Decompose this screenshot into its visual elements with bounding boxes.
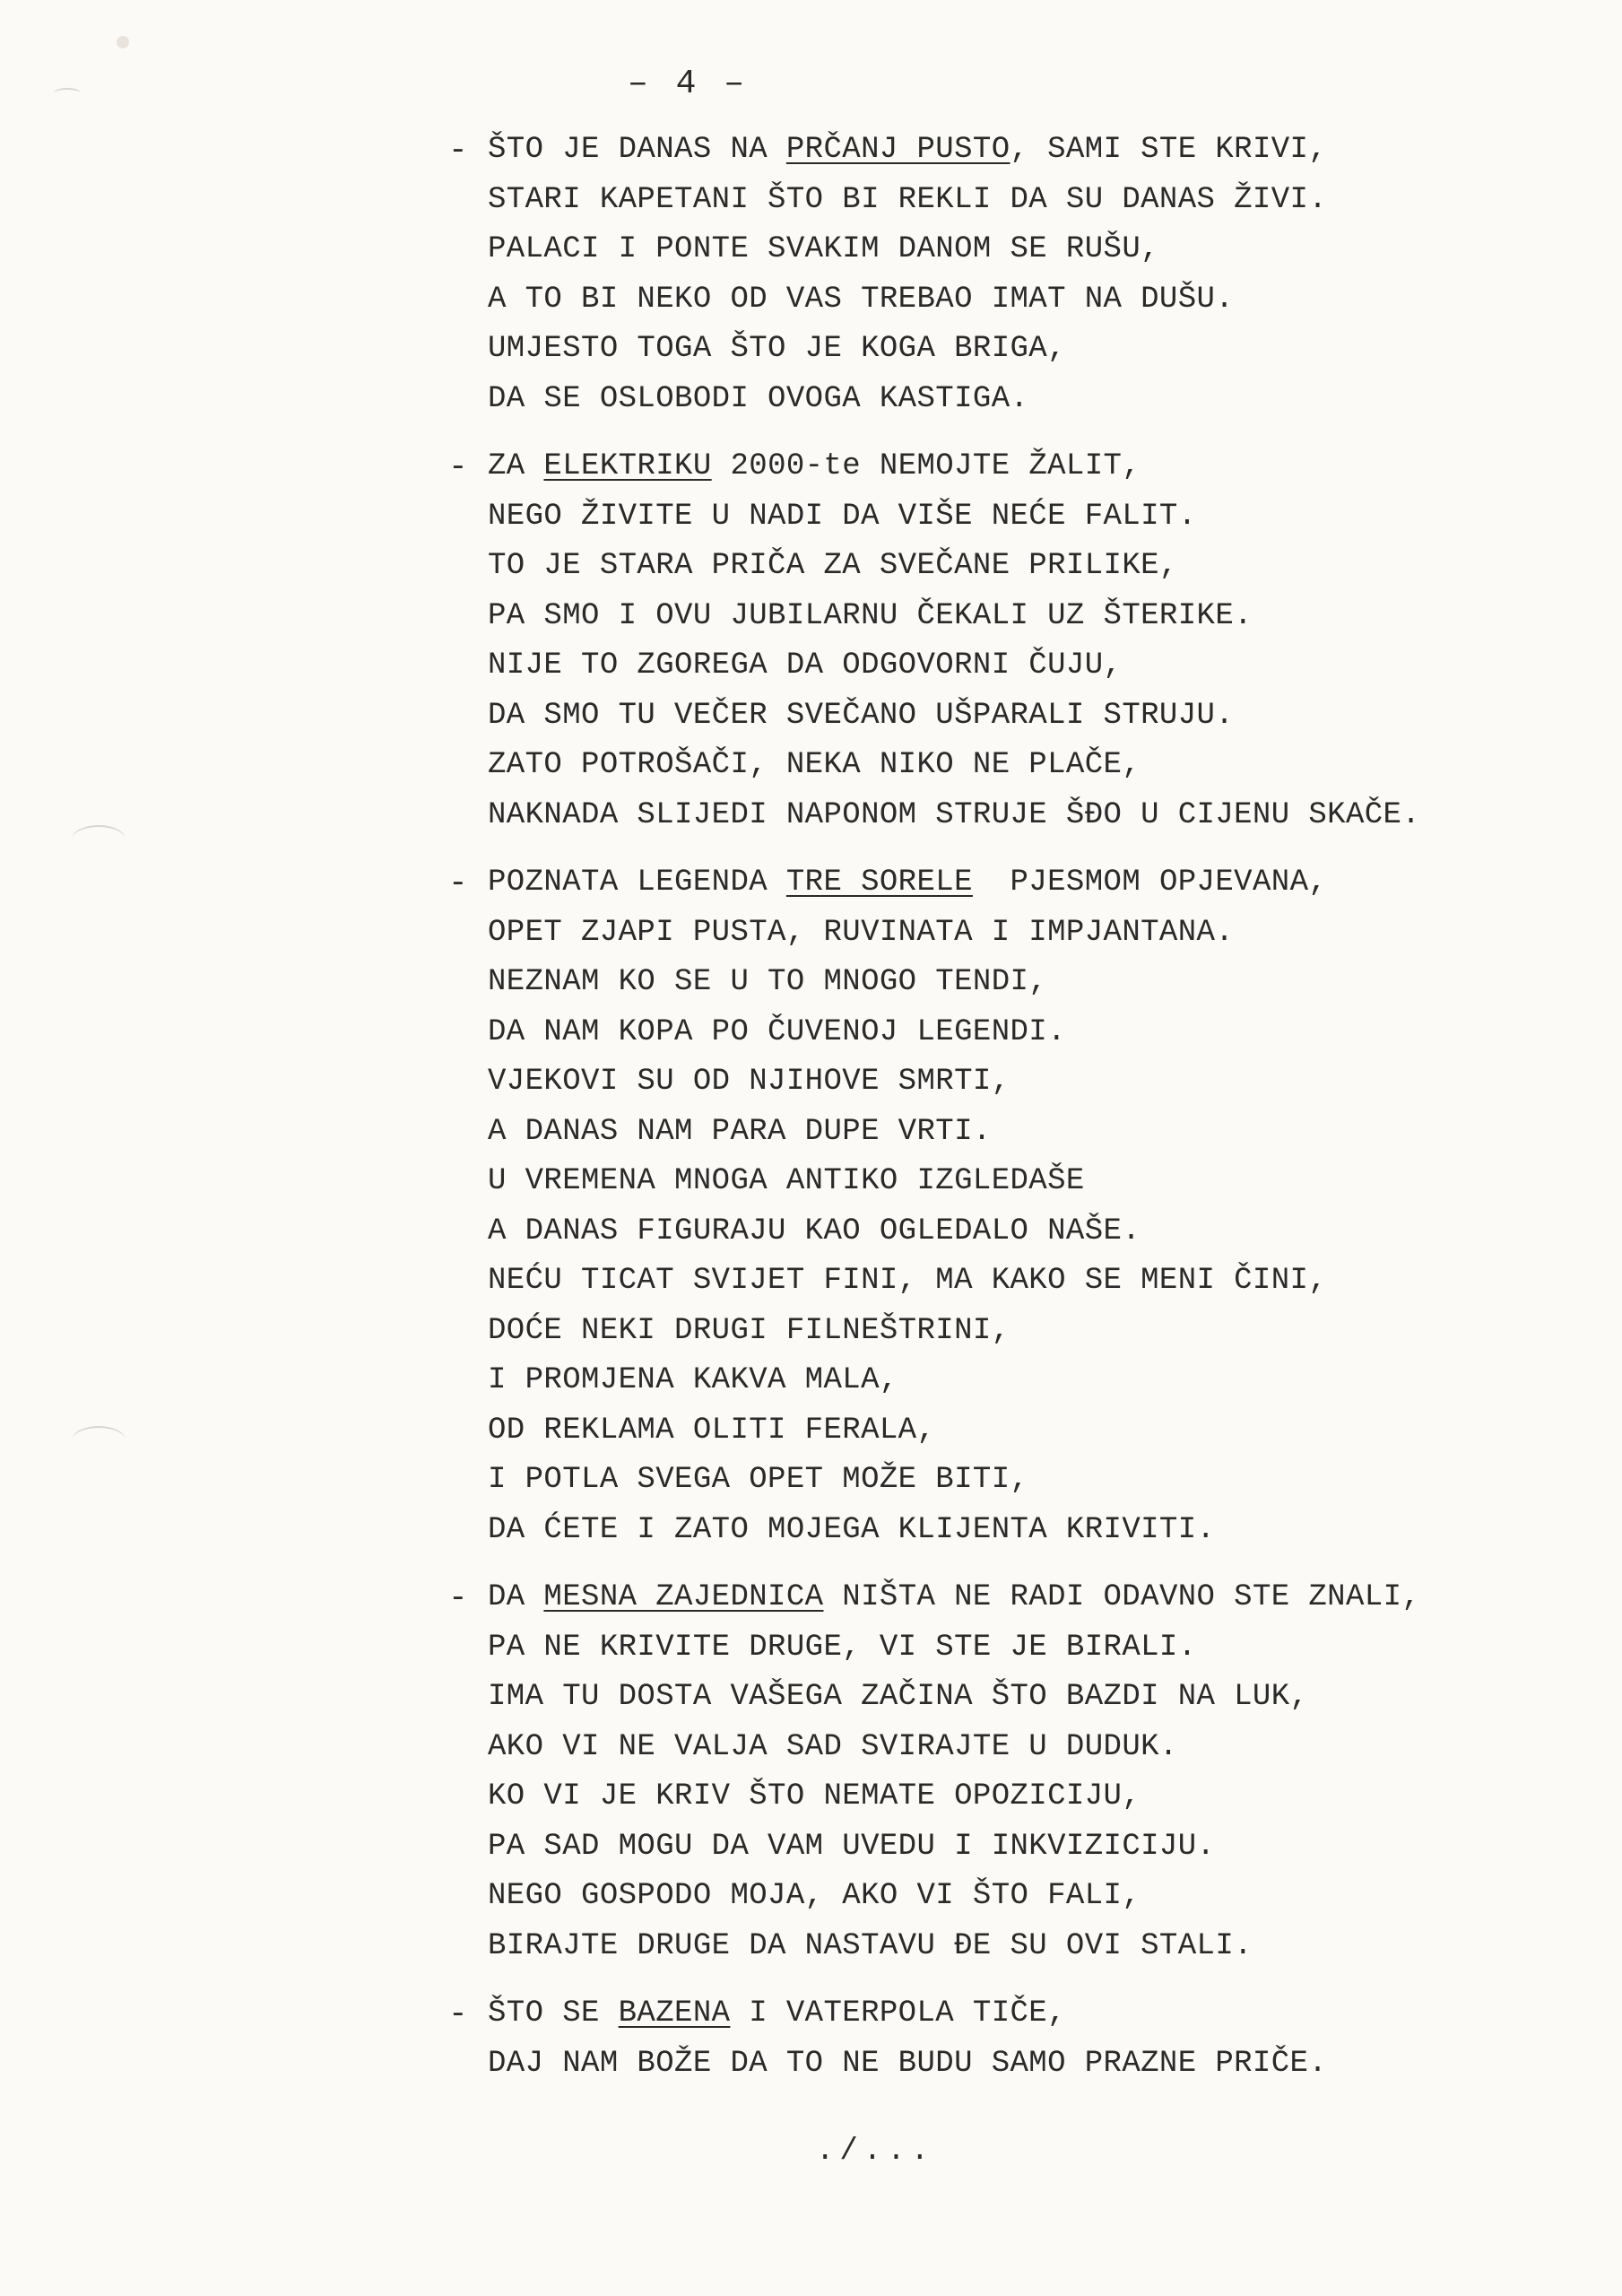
line-text: PJESMOM OPJEVANA, — [972, 865, 1328, 900]
line-text: DA SE OSLOBODI OVOGA KASTIGA. — [488, 381, 1029, 416]
poem-line — [448, 641, 1560, 691]
poem-line — [448, 741, 1560, 791]
poem-line — [448, 1922, 1560, 1972]
line-text: DA ĆETE I ZATO MOJEGA KLIJENTA KRIVITI. — [488, 1512, 1216, 1547]
line-text: BIRAJTE DRUGE DA NASTAVU ĐE SU OVI STALI. — [488, 1928, 1253, 1963]
poem-line — [448, 1623, 1560, 1674]
poem-line — [448, 1989, 1560, 2039]
underlined-term: PRČANJ PUSTO — [785, 133, 1010, 167]
underlined-term: ELEKTRIKU — [543, 449, 712, 483]
poem-line — [448, 176, 1560, 226]
poem-line — [448, 1506, 1560, 1556]
poem-line — [448, 1307, 1560, 1357]
line-text: A DANAS FIGURAJU KAO OGLEDALO NAŠE. — [488, 1213, 1141, 1248]
margin-mark-lower — [72, 1426, 126, 1455]
poem-line — [448, 858, 1560, 909]
poem-line — [448, 275, 1560, 326]
stanza-dash: - — [448, 1579, 468, 1616]
line-text: NIŠTA NE RADI ODAVNO STE ZNALI, — [823, 1580, 1421, 1614]
poem-line — [448, 375, 1560, 425]
poem-line — [448, 225, 1560, 275]
line-text: I PROMJENA KAKVA MALA, — [488, 1363, 898, 1397]
line-text: PA NE KRIVITE DRUGE, VI STE JE BIRALI. — [488, 1630, 1197, 1665]
margin-mark-middle — [72, 825, 126, 854]
stanza-dash: - — [448, 448, 468, 485]
poem-line — [448, 542, 1560, 592]
poem-line — [448, 958, 1560, 1008]
line-text: TO JE STARA PRIČA ZA SVEČANE PRILIKE, — [488, 549, 1178, 583]
line-text: IMA TU DOSTA VAŠEGA ZAČINA ŠTO BAZDI NA LUK, — [488, 1680, 1309, 1714]
poem-line — [448, 1573, 1560, 1623]
poem-line — [448, 1157, 1560, 1207]
page-number-value: 4 — [675, 65, 700, 103]
stanza-dash: - — [448, 1996, 468, 2032]
line-text: AKO VI NE VALJA SAD SVIRAJTE U DUDUK. — [488, 1729, 1178, 1764]
line-text: STARI KAPETANI ŠTO BI REKLI DA SU DANAS ŽIVI. — [488, 182, 1328, 217]
line-text: ŠTO SE — [488, 1996, 619, 2031]
line-text: DOĆE NEKI DRUGI FILNEŠTRINI, — [488, 1313, 1010, 1348]
line-text: NAKNADA SLIJEDI NAPONOM STRUJE ŠĐO U CIJENU SKAČE. — [488, 797, 1421, 832]
stanza-dash: - — [448, 865, 468, 901]
underlined-term: TRE SORELE — [785, 865, 973, 900]
poem-line — [448, 1207, 1560, 1257]
poem-line — [448, 1008, 1560, 1058]
poem-line — [448, 1673, 1560, 1723]
stanza — [448, 1573, 1560, 1971]
line-text: A DANAS NAM PARA DUPE VRTI. — [488, 1114, 992, 1149]
line-text: DAJ NAM BOŽE DA TO NE BUDU SAMO PRAZNE PRIČE. — [488, 2046, 1328, 2081]
poem-line — [448, 791, 1560, 841]
poem-line — [448, 1456, 1560, 1506]
stanza — [448, 126, 1560, 424]
line-text: I VATERPOLA TIČE, — [730, 1996, 1066, 2031]
line-text: I POTLA SVEGA OPET MOŽE BITI, — [488, 1463, 1029, 1497]
line-text: OD REKLAMA OLITI FERALA, — [488, 1413, 936, 1448]
underlined-term: MESNA ZAJEDNICA — [543, 1580, 824, 1614]
stanza — [448, 442, 1560, 840]
underlined-term: BAZENA — [618, 1996, 731, 2031]
poem-line — [448, 325, 1560, 375]
line-text: DA SMO TU VEČER SVEČANO UŠPARALI STRUJU. — [488, 698, 1235, 733]
margin-mark-top — [54, 88, 81, 99]
poem-line — [448, 909, 1560, 959]
poem-line — [448, 2039, 1560, 2090]
poem-line — [448, 1257, 1560, 1307]
poem-line — [448, 1723, 1560, 1773]
line-text: ŠTO JE DANAS NA — [488, 133, 786, 167]
stanza-dash: - — [448, 132, 468, 169]
line-text: NEZNAM KO SE U TO MNOGO TENDI, — [488, 965, 1048, 999]
line-text: DA NAM KOPA PO ČUVENOJ LEGENDI. — [488, 1014, 1066, 1049]
poem-body — [448, 126, 1560, 2107]
line-text: KO VI JE KRIV ŠTO NEMATE OPOZICIJU, — [488, 1779, 1141, 1813]
paper-stain — [117, 36, 129, 48]
poem-line — [448, 442, 1560, 492]
poem-line — [448, 1057, 1560, 1108]
line-text: ZA — [488, 449, 544, 483]
line-text: ZATO POTROŠAČI, NEKA NIKO NE PLAČE, — [488, 748, 1141, 782]
line-text: NEĆU TICAT SVIJET FINI, MA KAKO SE MENI ČINI, — [488, 1264, 1328, 1298]
line-text: NEGO GOSPODO MOJA, AKO VI ŠTO FALI, — [488, 1879, 1141, 1913]
line-text: DA — [488, 1580, 544, 1614]
stanza — [448, 858, 1560, 1555]
line-text: POZNATA LEGENDA — [488, 865, 786, 900]
poem-line — [448, 1406, 1560, 1457]
stanza — [448, 1989, 1560, 2089]
line-text: PA SMO I OVU JUBILARNU ČEKALI UZ ŠTERIKE. — [488, 598, 1253, 633]
poem-line — [448, 1356, 1560, 1406]
line-text: , SAMI STE KRIVI, — [1010, 133, 1328, 167]
continuation-marker: ./... — [816, 2135, 935, 2169]
poem-line — [448, 1822, 1560, 1873]
poem-line — [448, 1872, 1560, 1922]
poem-line — [448, 1772, 1560, 1822]
line-text: VJEKOVI SU OD NJIHOVE SMRTI, — [488, 1065, 1010, 1099]
poem-line — [448, 126, 1560, 176]
poem-line — [448, 691, 1560, 742]
page-number: – 4 – — [628, 65, 749, 103]
line-text: 2000-te NEMOJTE ŽALIT, — [711, 449, 1141, 483]
poem-line — [448, 492, 1560, 543]
poem-line — [448, 592, 1560, 642]
line-text: A TO BI NEKO OD VAS TREBAO IMAT NA DUŠU. — [488, 282, 1235, 317]
line-text: NEGO ŽIVITE U NADI DA VIŠE NEĆE FALIT. — [488, 499, 1197, 534]
line-text: PA SAD MOGU DA VAM UVEDU I INKVIZICIJU. — [488, 1829, 1216, 1864]
line-text: U VREMENA MNOGA ANTIKO IZGLEDAŠE — [488, 1164, 1085, 1198]
line-text: OPET ZJAPI PUSTA, RUVINATA I IMPJANTANA. — [488, 915, 1235, 950]
line-text: UMJESTO TOGA ŠTO JE KOGA BRIGA, — [488, 332, 1066, 366]
poem-line — [448, 1108, 1560, 1158]
line-text: PALACI I PONTE SVAKIM DANOM SE RUŠU, — [488, 232, 1159, 266]
line-text: NIJE TO ZGOREGA DA ODGOVORNI ČUJU, — [488, 648, 1123, 683]
